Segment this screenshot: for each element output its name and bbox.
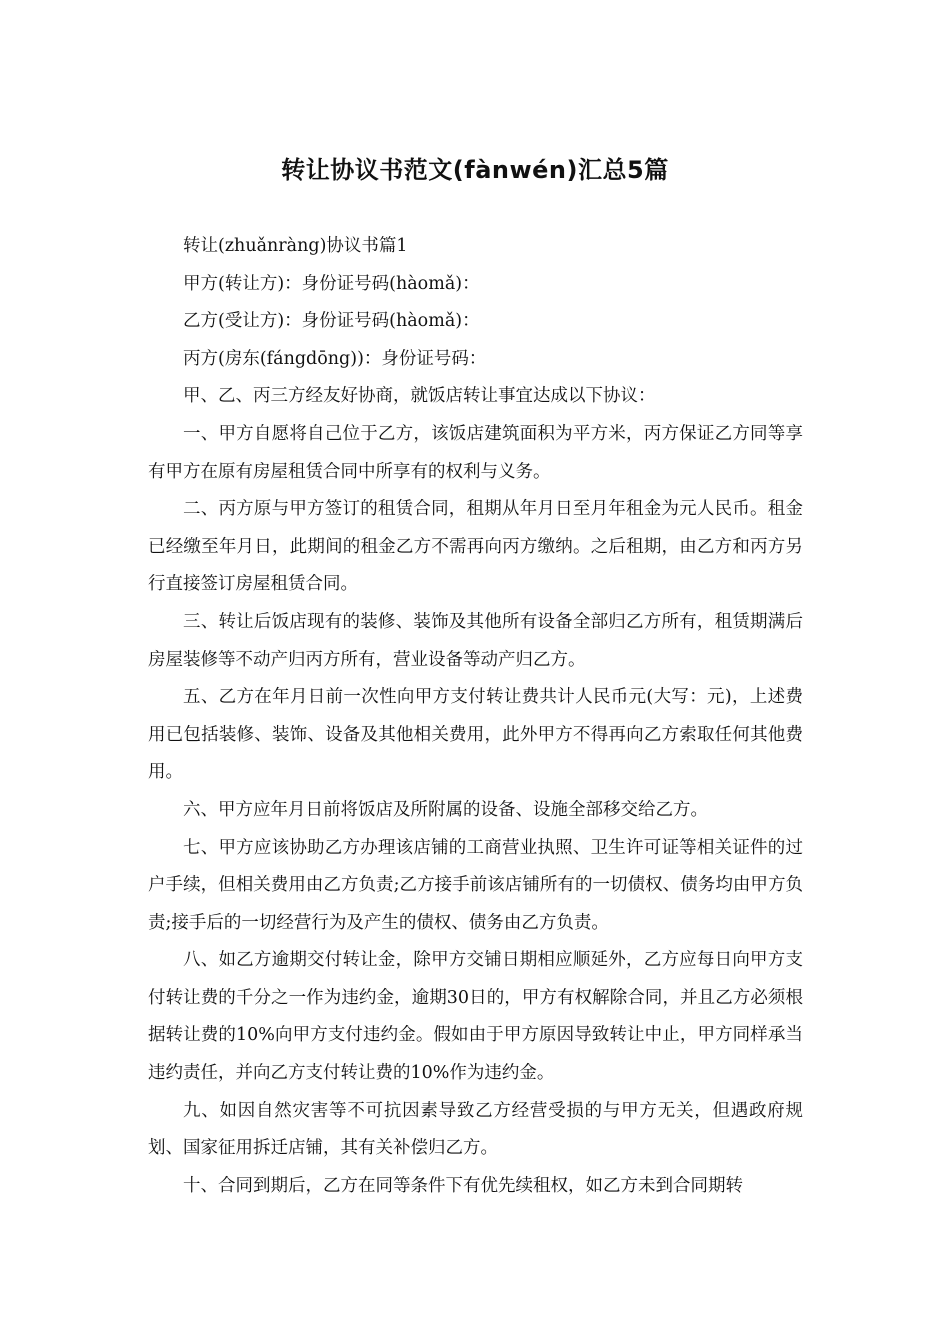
document-body bbox=[148, 228, 803, 1205]
party-b-line: 乙方(受让方)：身份证号码(hàomǎ)： bbox=[183, 311, 480, 332]
clause-1: 一、甲方自愿将自己位于乙方，该饭店建筑面积为平方米，丙方保证乙方同等享有甲方在原有房屋租赁合同中所享有的权利与义务。 bbox=[148, 423, 803, 482]
section-heading: 转让(zhuǎnràng)协议书篇1 bbox=[183, 236, 408, 256]
party-a-line: 甲方(转让方)：身份证号码(hàomǎ)： bbox=[183, 273, 480, 294]
document-title: 转让协议书范文(fànwén)汇总5篇 bbox=[281, 156, 669, 184]
clause-5: 五、乙方在年月日前一次性向甲方支付转让费共计人民币元(大写：元)，上述费用已包括装修、装饰、设备及其他相关费用，此外甲方不得再向乙方索取任何其他费用。 bbox=[148, 687, 803, 783]
clause-3: 三、转让后饭店现有的装修、装饰及其他所有设备全部归乙方所有，租赁期满后房屋装修等不动产归丙方所有，营业设备等动产归乙方。 bbox=[148, 611, 803, 670]
party-c-line: 丙方(房东(fángdōng))：身份证号码： bbox=[183, 348, 487, 369]
clause-10: 十、合同到期后，乙方在同等条件下有优先续租权，如乙方未到合同期转 bbox=[183, 1175, 743, 1196]
clause-2: 二、丙方原与甲方签订的租赁合同，租期从年月日至月年租金为元人民币。租金已经缴至年月日，此期间的租金乙方不需再向丙方缴纳。之后租期，由乙方和丙方另行直接签订房屋租赁合同。 bbox=[148, 499, 803, 595]
clause-6: 六、甲方应年月日前将饭店及所附属的设备、设施全部移交给乙方。 bbox=[183, 799, 708, 820]
clause-8: 八、如乙方逾期交付转让金，除甲方交铺日期相应顺延外，乙方应每日向甲方支付转让费的千分之一作为违约金，逾期30日的，甲方有权解除合同，并且乙方必须根据转让费的10%向甲方支付违约金。假如由于甲方原因导致转让中止，甲方同样承当违约责任，并向乙方支付转让费的10%作为违约金。 bbox=[148, 950, 803, 1084]
clause-9: 九、如因自然灾害等不可抗因素导致乙方经营受损的与甲方无关，但遇政府规划、国家征用拆迁店铺，其有关补偿归乙方。 bbox=[148, 1100, 803, 1159]
clause-7: 七、甲方应该协助乙方办理该店铺的工商营业执照、卫生许可证等相关证件的过户手续，但相关费用由乙方负责;乙方接手前该店铺所有的一切债权、债务均由甲方负责;接手后的一切经营行为及产生的债权、债务由乙方负责。 bbox=[148, 837, 803, 933]
agreement-intro: 甲、乙、丙三方经友好协商，就饭店转让事宜达成以下协议： bbox=[183, 386, 656, 407]
